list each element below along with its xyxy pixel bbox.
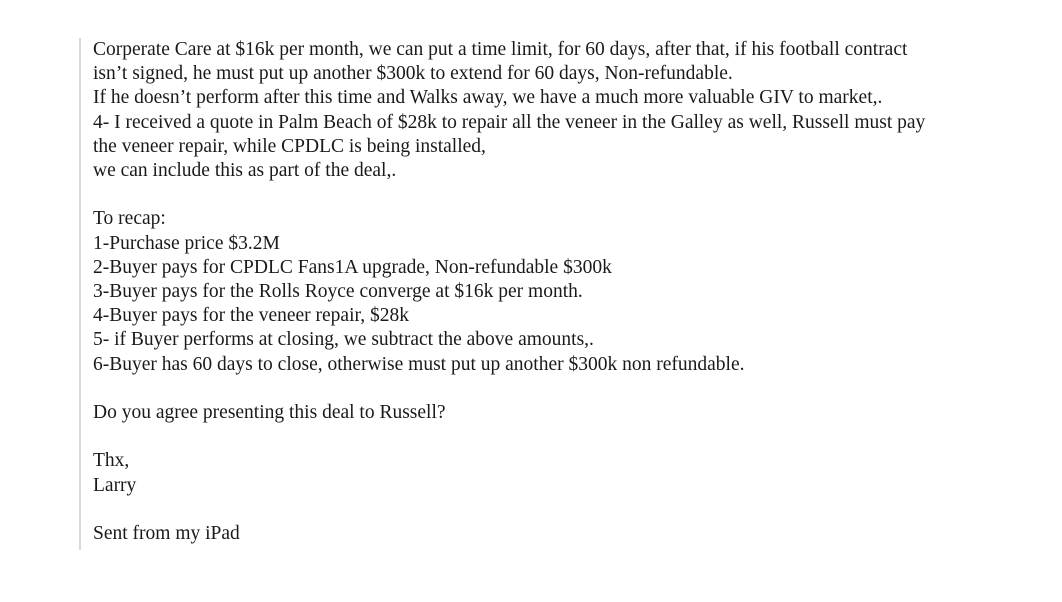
text-line: isn’t signed, he must put up another $300k to extend for 60 days, Non-refundable. xyxy=(93,63,733,85)
text-line: Larry xyxy=(93,474,137,496)
quoted-email-block xyxy=(79,38,1039,546)
text-line: Corperate Care at $16k per month, we can put a time limit, for 60 days, after that, if his football contract xyxy=(93,39,908,60)
quote-indent-bar xyxy=(79,38,81,550)
text-line: the veneer repair, while CPDLC is being installed, xyxy=(93,135,486,157)
text-line: 2-Buyer pays for CPDLC Fans1A upgrade, Non-refundable $300k xyxy=(93,256,612,278)
text-line: 3-Buyer pays for the Rolls Royce converge at $16k per month. xyxy=(93,281,583,303)
question-paragraph xyxy=(93,401,1039,425)
text-line: we can include this as part of the deal,. xyxy=(93,160,397,182)
text-line: 1-Purchase price $3.2M xyxy=(93,232,280,254)
text-line: Do you agree presenting this deal to Russell? xyxy=(93,402,446,424)
text-line: 5- if Buyer performs at closing, we subtract the above amounts,. xyxy=(93,329,594,351)
text-line: Thx, xyxy=(93,450,130,472)
recap-paragraph xyxy=(93,207,1039,376)
email-body-text xyxy=(93,38,1039,546)
text-line: If he doesn’t perform after this time and Walks away, we have a much more valuable GIV to market,. xyxy=(93,87,883,109)
text-line: 4-Buyer pays for the veneer repair, $28k xyxy=(93,305,409,327)
sent-from-paragraph xyxy=(93,522,1039,546)
terms-paragraph xyxy=(93,38,1039,183)
text-line: 6-Buyer has 60 days to close, otherwise must put up another $300k non refundable. xyxy=(93,353,745,375)
text-line: To recap: xyxy=(93,208,166,230)
text-line: 4- I received a quote in Palm Beach of $28k to repair all the veneer in the Galley as well, Russell must pay xyxy=(93,111,926,133)
signoff-paragraph xyxy=(93,449,1039,497)
text-line: Sent from my iPad xyxy=(93,523,240,544)
